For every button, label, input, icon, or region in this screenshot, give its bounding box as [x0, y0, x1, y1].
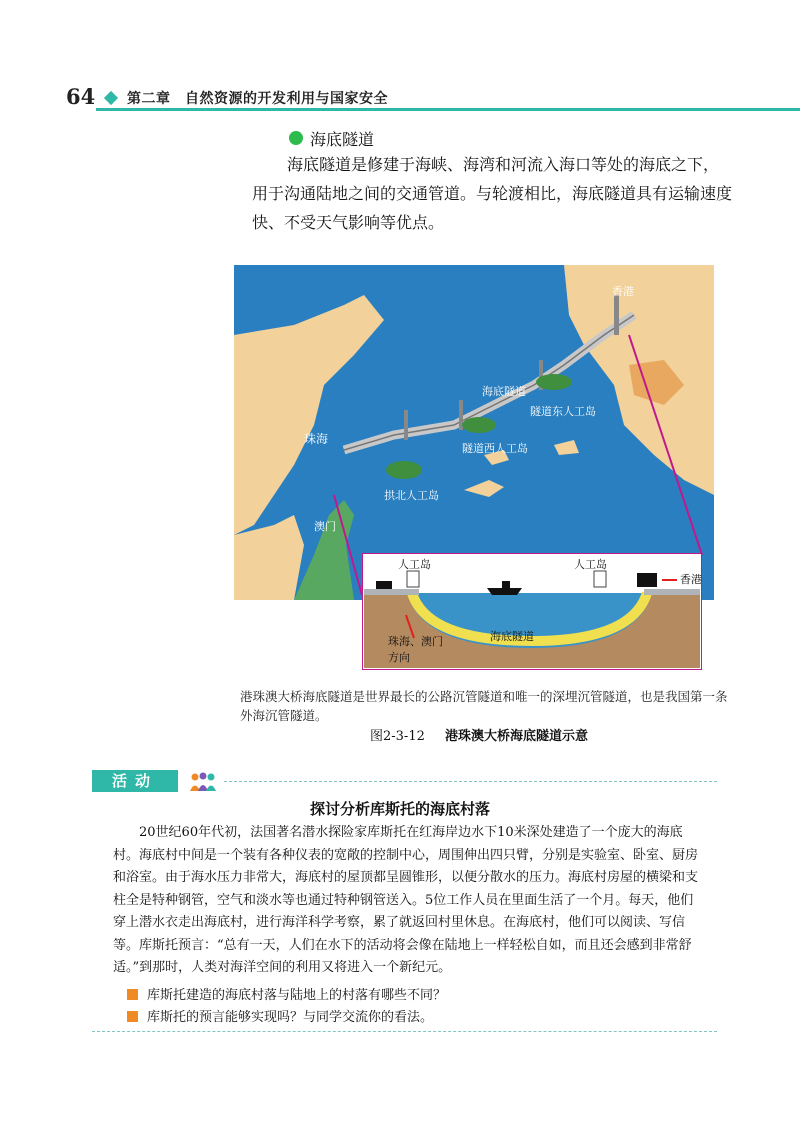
header-rule [96, 108, 800, 111]
label-tunnel: 海底隧道 [482, 385, 526, 398]
label-to-hongkong: 香港 [680, 573, 702, 586]
chapter-title: 第二章 自然资源的开发利用与国家安全 [127, 91, 388, 107]
tunnel-cross-section [362, 553, 702, 670]
diamond-icon [104, 91, 118, 105]
label-macao: 澳门 [314, 520, 336, 533]
activity-title: 探讨分析库斯托的海底村落 [310, 800, 491, 818]
activity-paragraph: 20世纪60年代初，法国著名潜水探险家库斯托在红海岸边水下10米深处建造了一个庞大的海底村。海底村中间是一个装有各种仪表的宽敞的控制中心，周围伸出四只臂，分别是实验室、卧室、厨房和浴室。由于海水压力非常大，海底村的屋顶都呈圆锥形，以便分散水的压力。海底村房屋的横梁和支柱全是特种钢管，空气和淡水等也通过特种钢管送入。5位工作人员在里面生活了一个月。每天，他们穿上潜水衣走出海底村，进行海洋科学考察，累了就返回村里休息。在海底村，他们可以阅读、写信等。库斯托预言：“总有一天，人们在水下的活动将会像在陆地上一样轻松自如，而且还会感到非常舒适。”到那时，人类对海洋空间的利用又将进入一个新纪元。 [113, 825, 699, 975]
square-bullet-icon [127, 1011, 138, 1022]
bridge-map-illustration [234, 265, 714, 600]
label-east-island: 隧道东人工岛 [530, 405, 596, 418]
question-text: 库斯托建造的海底村落与陆地上的村落有哪些不同？ [147, 988, 447, 1003]
label-gongbei-island: 拱北人工岛 [384, 489, 439, 502]
section-paragraph: 海底隧道是修建于海峡、海湾和河流入海口等处的海底之下，用于沟通陆地之间的交通管道。与轮渡相比，海底隧道具有运输速度快、不受天气影响等优点。 [252, 155, 733, 232]
figure-label [370, 725, 588, 744]
question-item [127, 984, 446, 1003]
question-item [127, 1006, 433, 1025]
label-island-right: 人工岛 [574, 558, 607, 571]
activity-label: 活动 [92, 770, 178, 792]
activity-divider [224, 781, 717, 782]
label-west-island: 隧道西人工岛 [462, 442, 528, 455]
people-group-icon [188, 771, 218, 793]
figure-number: 图2-3-12 [370, 729, 425, 744]
label-hongkong: 香港 [612, 285, 634, 298]
label-from-zhuhai: 珠海、澳门方向 [388, 635, 443, 664]
label-section-tunnel: 海底隧道 [490, 630, 534, 643]
figure-caption: 港珠澳大桥海底隧道是世界最长的公路沉管隧道和唯一的深埋沉管隧道，也是我国第一条外海沉管隧道。 [240, 689, 728, 723]
figure-title: 港珠澳大桥海底隧道示意 [445, 729, 589, 744]
label-zhuhai: 珠海 [304, 432, 329, 446]
bullet-icon [289, 131, 303, 145]
page-number: 64 [66, 84, 96, 109]
section-title: 海底隧道 [310, 130, 375, 149]
square-bullet-icon [127, 989, 138, 1000]
question-text: 库斯托的预言能够实现吗？与同学交流你的看法。 [147, 1010, 434, 1025]
label-island-left: 人工岛 [398, 558, 431, 571]
bottom-divider [92, 1031, 717, 1032]
